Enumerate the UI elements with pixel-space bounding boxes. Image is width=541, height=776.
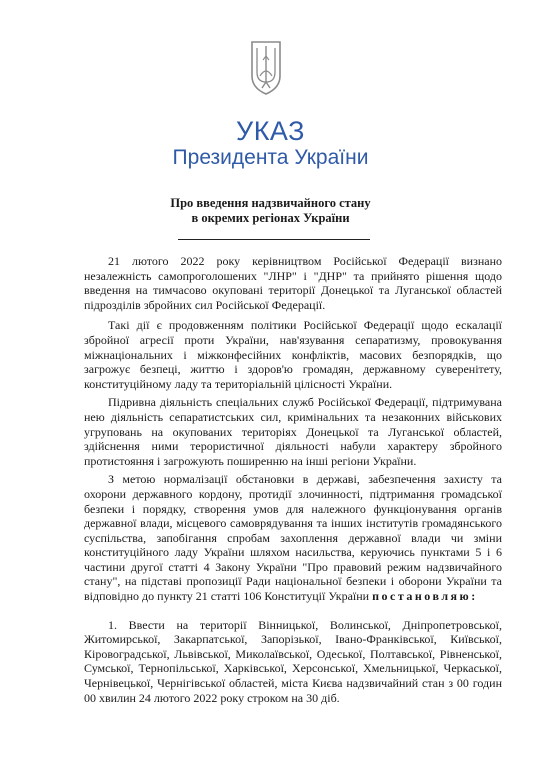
paragraph-4 [84,472,502,603]
decree-title: УКАЗ [236,116,305,146]
decree-issuer: Президента України [172,146,369,169]
subject-line-2: в окремих регіонах України [191,211,350,225]
trident-emblem-icon [246,38,286,96]
decree-word: постановляю: [372,589,478,604]
paragraph-4-text: З метою нормалізації обстановки в державі, забезпечення захисту та охорони державного кордону, протидії злочинності, підтримання громадської безпеки і порядку, створення умов для належного функціонування органів державної влади, місцевого самоврядування та інших інститутів громадянського суспільства, запобігання спробам захоплення державної влади чи зміни конституційного ладу України шляхом насильства, керуючись пунктами 5 і 6 частини другої статті 4 Закону України "Про правовий режим надзвичайного стану", на підставі пропозиції Ради національної безпеки і оборони України та відповідно до пункту 21 статті 106 Конституції України [84,472,502,604]
separator-line [178,239,370,240]
point-1: 1. Ввести на території Вінницької, Волинської, Дніпропетровської, Житомирської, Закарпатської, Запорізької, Івано-Франківської, Київської, Кіровоградської, Львівської, Миколаївської, Одеської, Полтавської, Рівненської, Сумської, Тернопільської, Харківської, Херсонської, Хмельницької, Черкаської, Чернівецької, Чернігівської областей, міста Києва надзвичайний стан з 00 годин 00 хвилин 24 лютого 2022 року строком на 30 діб. [84,617,502,705]
decree-body [84,254,502,705]
decree-subject [0,196,541,226]
paragraph-3: Підривна діяльність спеціальних служб Російської Федерації, підтримувана нею діяльність сепаратистських сил, кримінальних та незаконних військових угруповань на окупованих територіях Донецької та Луганської областей, здійснення ними терористичної діяльності набули характеру збройного протистояння і загрожують поширенню на інші регіони України. [84,395,502,468]
paragraph-1: 21 лютого 2022 року керівництвом Російської Федерації визнано незалежність самопроголошених "ЛНР" і "ДНР" та прийнято рішення щодо введення на тимчасово окуповані території Донецької та Луганської областей підрозділів збройних сил Російської Федерації. [84,254,502,312]
paragraph-2: Такі дії є продовженням політики Російської Федерації щодо ескалації збройної агресії проти України, нав'язування сепаратизму, провокування міжнаціональних і міжконфесійних конфліктів, масових безпорядків, що загрожує безпеці, життю і здоров'ю громадян, державному суверенітету, конституційному ладу та територіальній цілісності України. [84,318,502,391]
subject-line-1: Про введення надзвичайного стану [170,196,371,210]
